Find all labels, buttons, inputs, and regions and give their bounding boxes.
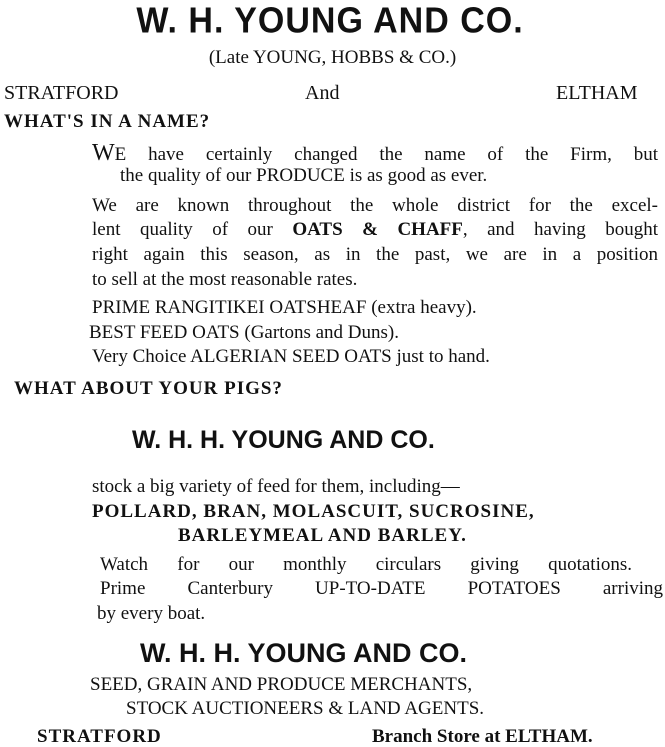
firm-name-footer: W. H. H. YOUNG AND CO.	[140, 638, 468, 668]
location-eltham: ELTHAM	[556, 82, 638, 104]
drop-cap: W	[92, 140, 115, 166]
paragraph-line	[92, 141, 658, 165]
paragraph-line: to sell at the most reasonable rates.	[92, 269, 358, 290]
footer-location-stratford: STRATFORD	[37, 726, 162, 747]
stock-line: stock a big variety of feed for them, including—	[92, 476, 460, 497]
paragraph-text: , and having bought	[462, 219, 658, 240]
location-stratford: STRATFORD	[4, 82, 119, 104]
note-line: Prime Canterbury UP-TO-DATE POTATOES arriving	[100, 578, 663, 599]
firm-title: W. H. YOUNG AND CO.	[136, 1, 524, 41]
note-line: by every boat.	[97, 603, 206, 624]
paragraph-line: right again this season, as in the past, we are in a position	[92, 244, 658, 265]
firm-name-mid: W. H. H. YOUNG AND CO.	[132, 426, 435, 454]
paragraph-text: lent quality of our	[92, 219, 293, 240]
feed-line: BARLEYMEAL AND BARLEY.	[178, 525, 467, 546]
paragraph-text: E have certainly changed the name of the Firm, but	[114, 144, 658, 165]
oats-chaff-emphasis: OATS & CHAFF	[292, 219, 463, 240]
product-line: PRIME RANGITIKEI OATSHEAF (extra heavy).	[92, 297, 477, 318]
product-line: BEST FEED OATS (Gartons and Duns).	[89, 322, 399, 343]
section-heading-pigs: WHAT ABOUT YOUR PIGS?	[14, 378, 283, 399]
product-line: Very Choice ALGERIAN SEED OATS just to hand.	[92, 346, 490, 367]
former-name: (Late YOUNG, HOBBS & CO.)	[208, 47, 457, 68]
location-and: And	[305, 82, 340, 104]
paragraph-line: the quality of our PRODUCE is as good as ever.	[120, 165, 488, 186]
feed-line: POLLARD, BRAN, MOLASCUIT, SUCROSINE,	[92, 501, 535, 522]
footer-trade-line: STOCK AUCTIONEERS & LAND AGENTS.	[126, 698, 485, 719]
note-line: Watch for our monthly circulars giving quotations.	[100, 554, 632, 575]
footer-trade-line: SEED, GRAIN AND PRODUCE MERCHANTS,	[90, 674, 473, 695]
paragraph-line	[92, 220, 658, 239]
paragraph-line: We are known throughout the whole district for the excel-	[92, 195, 658, 216]
footer-branch: Branch Store at ELTHAM.	[372, 726, 593, 747]
section-heading-name: WHAT'S IN A NAME?	[4, 111, 211, 132]
